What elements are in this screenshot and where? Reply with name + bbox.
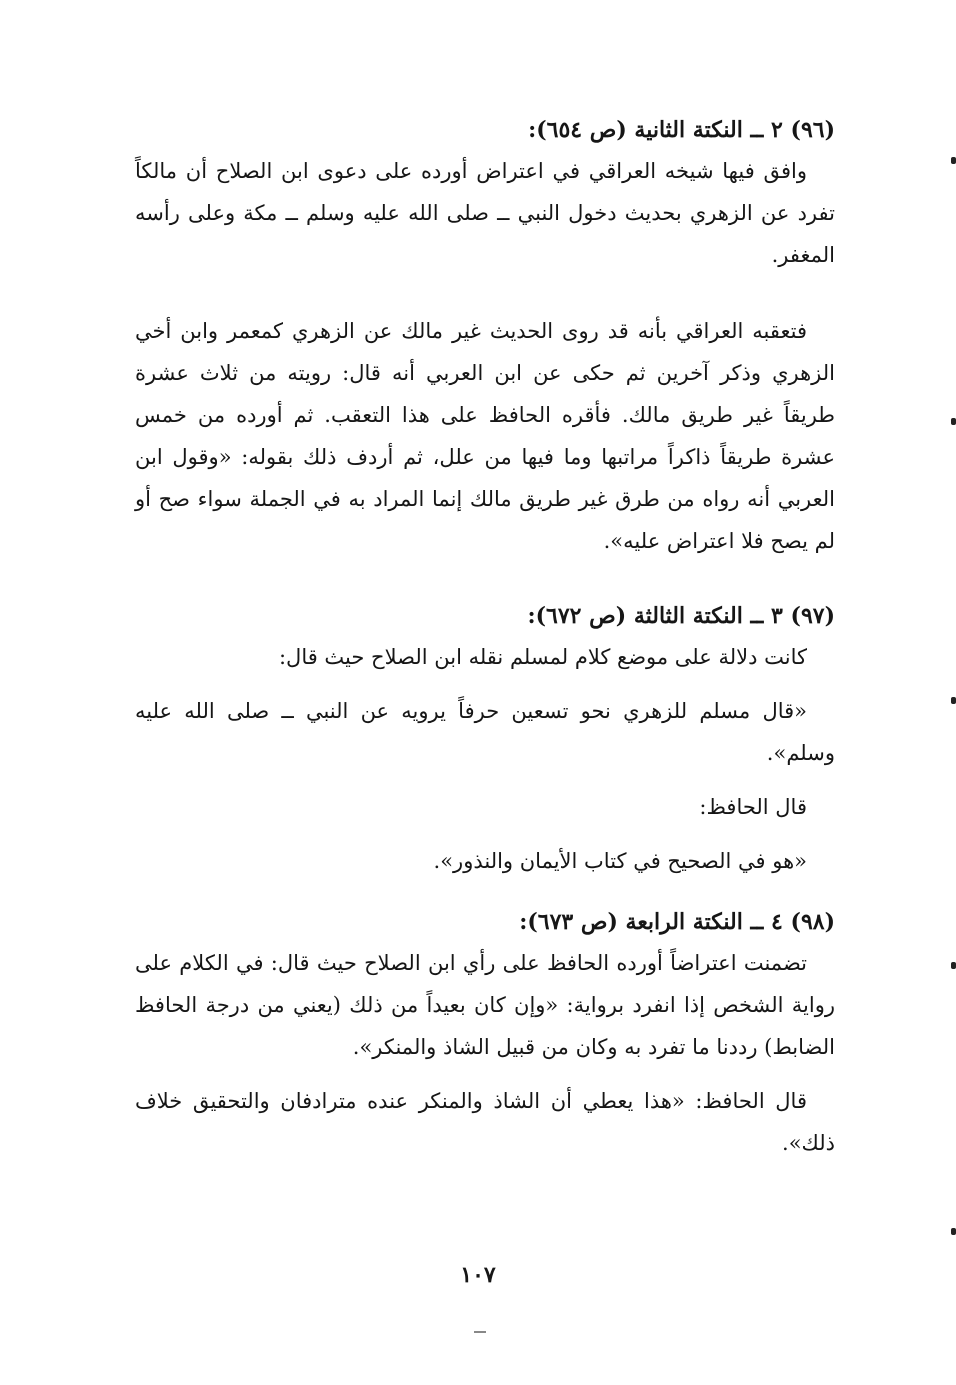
section-98 [135,902,835,1164]
section-heading: (٩٨) ٤ ــ النكتة الرابعة (ص ٦٧٣): [519,909,835,935]
scan-edge-mark [951,1228,956,1235]
scan-edge-mark [951,157,956,164]
section-97 [135,596,835,882]
scan-edge-mark [951,962,956,969]
paragraph: وافق فيها شيخه العراقي في اعتراض أورده على دعوى ابن الصلاح أن مالكاً تفرد عن الزهري بحديث دخول النبي ــ صلى الله عليه وسلم ــ مكة وعلى رأسه المغفر. [135,159,835,267]
scan-edge-mark [951,418,956,425]
paragraph: كانت دلالة على موضع كلام لمسلم نقله ابن الصلاح حيث قال: [278,645,807,669]
paragraph: فتعقبه العراقي بأنه قد روى الحديث غير مالك عن الزهري كمعمر وابن أخي الزهري وذكر آخرين ثم حكى عن ابن العربي أنه قال: رويته من ثلاث عشرة طريقاً غير طريق مالك. فأقره الحافظ على هذا التعقب. ثم أورده من خمس عشرة طريقاً ذاكراً مراتبها وما فيها من علل، ثم أردف ذلك بقوله: «وقول ابن العربي أنه رواه من طرق غير طريق مالك إنما المراد به في الجملة سواء صح أو لم يصح فلا اعتراض عليه». [135,319,835,553]
section-heading: (٩٦) ٢ ــ النكتة الثانية (ص ٦٥٤): [528,117,835,143]
paragraph: قال الحافظ: «هذا يعطي أن الشاذ والمنكر عنده مترادفان والتحقيق خلاف ذلك». [135,1089,835,1155]
paragraph: تضمنت اعتراضاً أورده الحافظ على رأي ابن الصلاح حيث قال: في الكلام على رواية الشخص إذا انفرد برواية: «وإن كان بعيداً من ذلك (يعني من درجة الحافظ الضابط) رددنا ما تفرد به وكان من قبيل الشاذ والمنكر». [135,951,835,1059]
section-heading: (٩٧) ٣ ــ النكتة الثالثة (ص ٦٧٢): [527,603,835,629]
page-number: ١٠٧ [460,1262,496,1288]
quote-paragraph: «قال مسلم للزهري نحو تسعين حرفاً يرويه عن النبي ــ صلى الله عليه وسلم». [135,699,835,765]
footer-divider [474,1331,486,1333]
scan-edge-mark [951,697,956,704]
section-96 [135,110,835,562]
paragraph: قال الحافظ: [699,795,807,819]
quote-paragraph: «هو في الصحيح في كتاب الأيمان والنذور». [433,849,807,873]
page-body [135,110,835,1164]
